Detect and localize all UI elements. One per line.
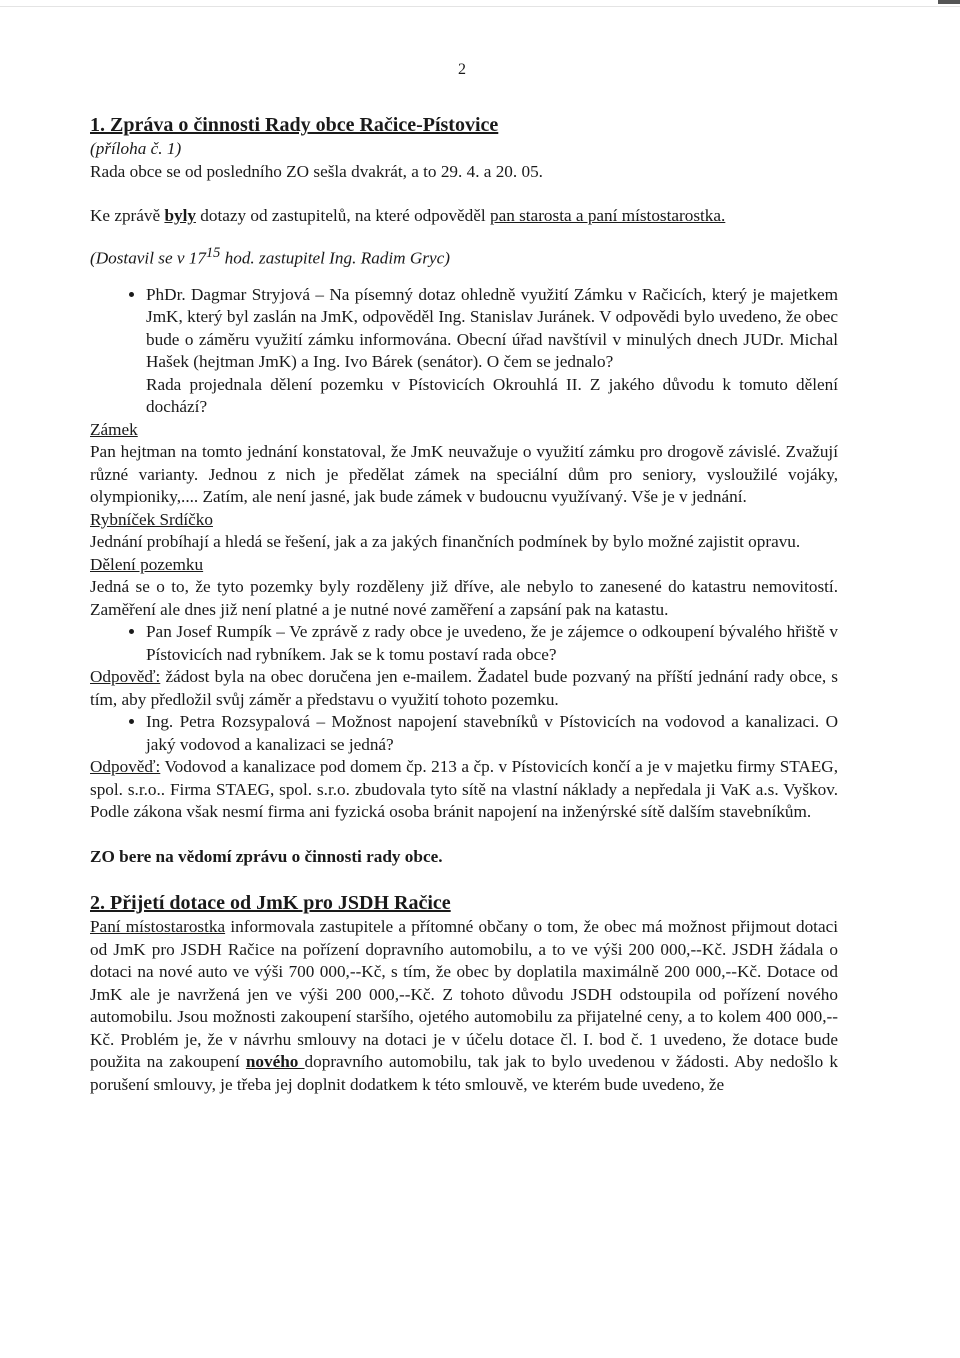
deleni-paragraph: Jedná se o to, že tyto pozemky byly rozděleny již dříve, ale nebylo to zanesené do katastru nemovitostí. Zaměření ale dnes již není platné a je nutné nové zaměření a zapsání pak na katastu. bbox=[90, 577, 838, 619]
section2-paragraph: Paní místostarostka informovala zastupitele a přítomné občany o tom, že obec má možnost přijmout dotaci od JmK pro JSDH Račice na pořízení dopravního automobilu, a to ve výši 200 000,--Kč. JSDH žádala o dotaci na nové auto ve výši 700 000,--Kč, s tím, že obec by doplatila maximálně 200 000,--Kč. Dotace od JmK ale je navržená jen ve výši 200 000,--Kč. Z tohoto důvodu JSDH odstoupila od pořízení nového automobilu. Jsou možnosti zakoupení staršího, ojetého automobilu za přijatelné ceny, a to kolem 400 000,--Kč. Problém je, že v návrhu smlouvy na dotaci je v účelu dotace čl. I. bod č. 1 uvedeno, že dotace bude použita na zakoupení nového dopravního automobilu, tak jak to bylo uvedenou v žádosti. Aby nedošlo k porušení smlouvy, je třeba jej doplnit dodatkem k této smlouvě, ve kterém bude uvedeno, že bbox=[90, 917, 838, 1094]
council-meetings-paragraph: Rada obce se od posledního ZO sešla dvakrát, a to 29. 4. a 20. 05. bbox=[90, 161, 543, 181]
answer-3: Odpověď: Vodovod a kanalizace pod domem čp. 213 a čp. v Pístovicích končí a je v majetku firmy STAEG, spol. s.r.o.. Firma STAEG, spol. s.r.o. zbudovala tyto sítě na vlastní náklady a nepředala ji VaK a.s. Vyškov. Podle zákona však nesmí firma ani fyzická osoba bránit napojení na inženýrské sítě dalším stavebníkům. bbox=[90, 757, 838, 822]
rybnicek-paragraph: Jednání probíhají a hledá se řešení, jak a za jakých finančních podmínek by bylo možné zajistit opravu. bbox=[90, 532, 801, 552]
list-item: • Pan Josef Rumpík – Ve zprávě z rady obce je uvedeno, že je zájemce o odkoupení bývalého hřiště v Pístovicích nad rybníkem. Jak se k tomu postaví rada obce? bbox=[146, 621, 838, 666]
bullet1-text: • PhDr. Dagmar Stryjová – Na písemný dotaz ohledně využití Zámku v Račicích, který je majetkem JmK, který byl zaslán na JmK, odpověděl Ing. Stanislav Juránek. V odpovědi bylo uvedeno, že obec bude o záměru využití zámku informována. Obecní úřad navštívil v minulých dnech JUDr. Michal Hašek (hejtman JmK) a Ing. Ivo Bárek (senátor). O čem se jednalo? bbox=[146, 284, 838, 372]
list-item bbox=[146, 284, 838, 419]
scan-corner-mark bbox=[938, 0, 960, 4]
rybnicek-heading: Rybníček Srdíčko bbox=[90, 509, 213, 529]
zamek-paragraph: Pan hejtman na tomto jednání konstatoval, že JmK neuvažuje o využití zámku pro drogově závislé. Zvažují různé varianty. Jednou z nich je předělat zámek na speciální dům pro seniory, vysloužilé vojáky, olympioniky,.... Zatím, ale není jasné, jak bude zámek v budoucnu využívaný. Vše je v jednání. bbox=[90, 442, 838, 507]
answer-label: Odpověď: bbox=[90, 667, 161, 687]
time-superscript: 15 bbox=[206, 244, 221, 261]
deleni-heading: Dělení pozemku bbox=[90, 554, 204, 574]
spacer bbox=[90, 228, 838, 242]
spacer bbox=[90, 183, 838, 205]
section1-heading: 1. Zpráva o činnosti Rady obce Račice-Pístovice bbox=[90, 114, 499, 136]
answer-label: Odpověď: bbox=[90, 757, 161, 777]
list-item: • Ing. Petra Rozsypalová – Možnost napojení stavebníků v Pístovicích na vodovod a kanalizaci. O jaký vodovod a kanalizaci se jedná? bbox=[146, 711, 838, 756]
emphasis-noveho: nového bbox=[245, 1052, 305, 1072]
emphasis-byly: byly bbox=[164, 206, 196, 225]
arrival-note: (Dostavil se v $17^{15}$ hod. zastupitel Ing. Radim Gryc) bbox=[90, 244, 450, 268]
question-list-3 bbox=[90, 711, 838, 756]
attachment-note: (příloha č. 1) bbox=[90, 139, 182, 158]
document-body bbox=[90, 112, 838, 1096]
spacer bbox=[90, 868, 838, 890]
bullet1-text-2: Rada projednala dělení pozemku v Pístovicích Okrouhlá II. Z jakého důvodu k tomuto dělení dochází? bbox=[146, 374, 838, 417]
speaker-label: Paní místostarostka bbox=[90, 917, 226, 937]
answerers: pan starosta a paní místostarostka. bbox=[489, 206, 726, 225]
page-number: 2 bbox=[458, 61, 466, 78]
question-list-1 bbox=[90, 284, 838, 419]
section2-heading: 2. Přijetí dotace od JmK pro JSDH Račice bbox=[90, 892, 451, 915]
spacer bbox=[90, 824, 838, 846]
resolution-1: ZO bere na vědomí zprávu o činnosti rady obce. bbox=[90, 846, 443, 866]
questions-paragraph: Ke zprávě byly dotazy od zastupitelů, na které odpověděl pan starosta a paní místostarostka. bbox=[90, 206, 726, 225]
spacer bbox=[90, 270, 838, 284]
scan-edge-line bbox=[0, 6, 960, 7]
answer-2: Odpověď: žádost byla na obec doručena jen e-mailem. Žadatel bude pozvaný na příští jednání rady obce, s tím, aby předložil svůj záměr a představu o využití tohoto pozemku. bbox=[90, 667, 838, 709]
zamek-heading: Zámek bbox=[90, 419, 138, 439]
question-list-2 bbox=[90, 621, 838, 666]
